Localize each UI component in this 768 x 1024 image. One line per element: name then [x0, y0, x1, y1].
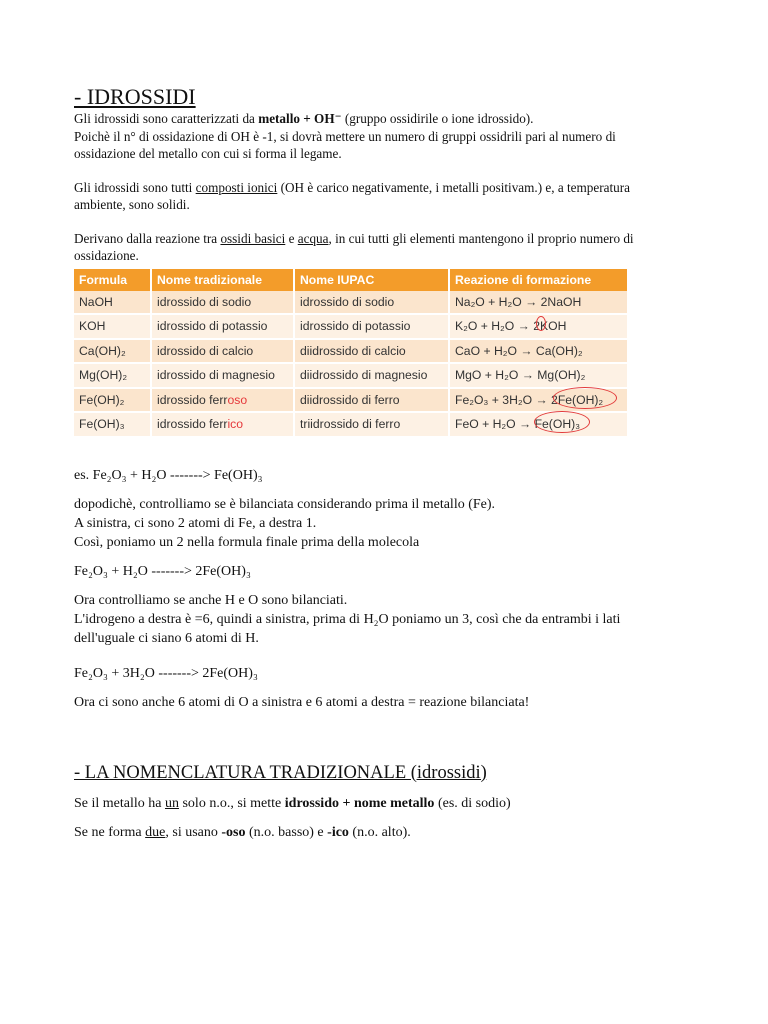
example-para1-line1: dopodichè, controlliamo se è bilanciata considerando prima il metallo (Fe). [74, 496, 496, 512]
nomenclature-line-2: Se ne forma due, si usano -oso (n.o. basso) e -ico (n.o. alto). [74, 824, 411, 840]
header-iupac-name: Nome IUPAC [294, 269, 449, 291]
intro-line-1: Gli idrossidi sono caratterizzati da metallo + OH⁻ (gruppo ossidirile o ione idrossido). [74, 111, 534, 126]
hydroxides-table [74, 269, 629, 438]
intro-line-3: ossidazione del metallo con cui si forma il legame. [74, 146, 342, 161]
header-traditional-name: Nome tradizionale [151, 269, 294, 291]
example-para2-line3: dell'uguale ci siano 6 atomi di H. [74, 630, 259, 646]
table-header-row [74, 269, 628, 291]
annotation-circle [534, 411, 590, 433]
example-para2-line2: L'idrogeno a destra è =6, quindi a sinistra, prima di H₂O poniamo un 3, così che da entrambi i lati [74, 611, 621, 627]
example-conclusion: Ora ci sono anche 6 atomi di O a sinistra e 6 atomi a destra = reazione bilanciata! [74, 694, 530, 710]
ionic-compounds-line-2: ambiente, sono solidi. [74, 197, 190, 212]
derivation-line-1: Derivano dalla reazione tra ossidi basici e acqua, in cui tutti gli elementi mantengono il proprio numero di [74, 230, 634, 246]
example-para1-line3: Così, poniamo un 2 nella formula finale prima della molecola [74, 534, 420, 550]
suffix-oso: oso [227, 392, 248, 407]
table-row: Ca(OH)₂ idrossido di calcio diidrossido di calcio CaO + H₂O → Ca(OH)₂ [74, 339, 628, 364]
nomenclature-line-1: Se il metallo ha un solo n.o., si mette idrossido + nome metallo (es. di sodio) [74, 795, 511, 811]
annotation-circle [536, 316, 546, 331]
header-formation-reaction: Reazione di formazione [449, 269, 628, 291]
section-title-idrossidi: - IDROSSIDI [74, 84, 196, 109]
example-para1-line2: A sinistra, ci sono 2 atomi di Fe, a destra 1. [74, 515, 317, 531]
table-row: KOH idrossido di potassio idrossido di potassio K₂O + H₂O → 2KOH [74, 314, 628, 339]
example-equation-3: Fe₂O₃ + 3H₂O -------> 2Fe(OH)₃ [74, 665, 258, 681]
table-row: NaOH idrossido di sodio idrossido di sodio Na₂O + H₂O → 2NaOH [74, 291, 628, 315]
table-row: Mg(OH)₂ idrossido di magnesio diidrossido di magnesio MgO + H₂O → Mg(OH)₂ [74, 363, 628, 388]
example-equation-2: Fe₂O₃ + H₂O -------> 2Fe(OH)₃ [74, 563, 251, 579]
example-para2-line1: Ora controlliamo se anche H e O sono bilanciati. [74, 592, 348, 608]
table-row: Fe(OH)₃ idrossido ferrico triidrossido di ferro FeO + H₂O → Fe(OH)₃ [74, 412, 628, 437]
table-row: Fe(OH)₂ idrossido ferroso diidrossido di ferro Fe₂O₃ + 3H₂O → 2Fe(OH)₂ [74, 388, 628, 413]
example-equation-1: es. Fe₂O₃ + H₂O -------> Fe(OH)₃ [74, 467, 263, 483]
suffix-ico: ico [227, 417, 244, 432]
section-title-nomenclature: - LA NOMENCLATURA TRADIZIONALE (idrossidi) [74, 762, 487, 783]
header-formula: Formula [74, 269, 151, 291]
annotation-circle [553, 387, 617, 409]
ionic-compounds-line-1: Gli idrossidi sono tutti composti ionici (OH è carico negativamente, i metalli positivam.) e, a temperatura [74, 179, 630, 195]
derivation-line-2: ossidazione. [74, 248, 139, 263]
document-page [74, 84, 694, 842]
intro-line-2: Poichè il n° di ossidazione di OH è -1, si dovrà mettere un numero di gruppi ossidrili pari al numero di [74, 128, 616, 144]
